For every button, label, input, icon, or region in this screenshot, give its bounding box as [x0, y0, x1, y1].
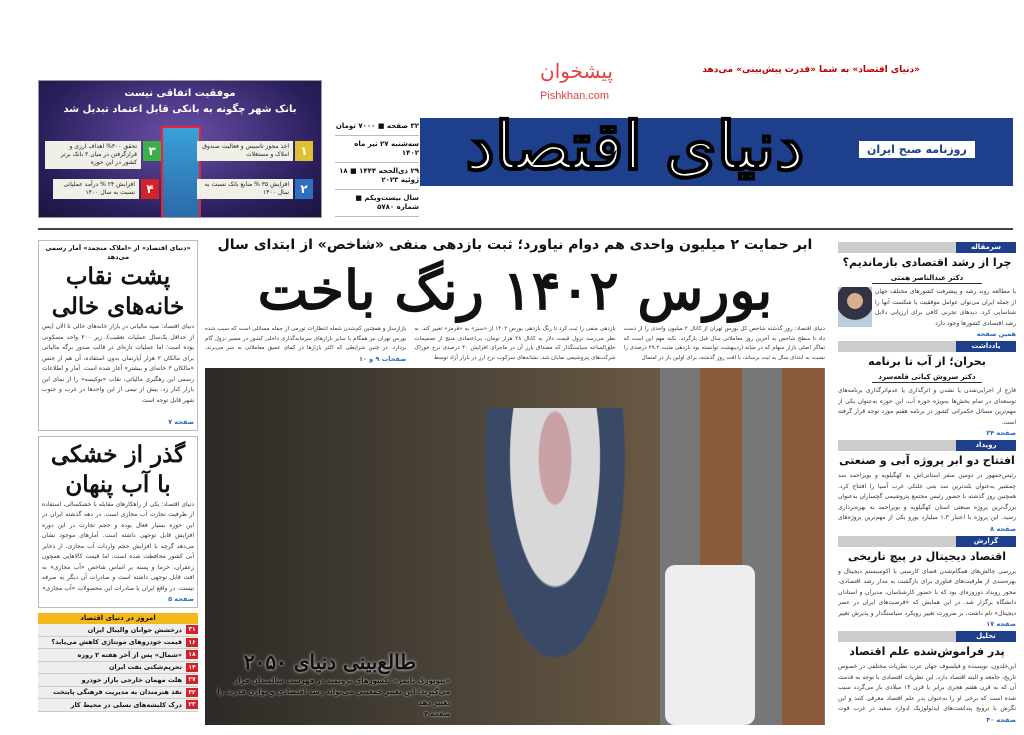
ad-item-1: ۱ اخذ مجوز تاسیس و فعالیت صندوق املاک و مستغلات — [197, 141, 313, 161]
story-body: دنیای اقتصاد: یکی از راهکارهای مقابله با خشکسالی، استفاده از ظرفیت تجارت آب مجازی است. در دهه گذشته ایران در این حوزه بسیار فعال بوده و حجم تجارت در این دوره افزایش قابل توجهی داشته است. آمارهای موجود نشان می‌دهد گرچه با افزایش حجم واردات آب مجازی، از ذخایر آبی کشور محافظت شده است، اما قیمت کالاهایی همچون زعفران، خرما و پسته بر اساس شاخص «آب مجازی» به افت قابل توجهی داشته است و صادرات آن دیگر به صرفه نیست. در واقع ایران با صادرات این محصولات «آب مجازی» — [42, 500, 194, 592]
today-in-paper — [38, 613, 198, 712]
story-title: بحران؛ از آب تا برنامه — [868, 355, 986, 368]
masthead-subtitle: روزنامه صبح ایران — [858, 140, 976, 159]
today-item[interactable]: ۲۳ درک کلیشه‌های نسلی در محیط کار — [38, 699, 198, 712]
section-label: تحلیل — [838, 631, 1016, 642]
center-column — [205, 236, 825, 725]
pages-price: ۳۲ صفحه ■ ۷۰۰۰ تومان — [335, 118, 419, 136]
bank-tower-image — [161, 126, 201, 218]
main-kicker: ابر حمایت ۲ میلیون واحدی هم دوام نیاورد؛ ثبت بازدهی منفی «شاخص» از ابتدای سال — [217, 237, 813, 253]
lead-col: بازدهی منفی را ثبت کرد تا رنگ بازدهی بورس ۱۴۰۲ از «سبز» به «قرمز» تغییر کند. به نظر می‌رسد نزول قیمت دلار به کانال ۴۸ هزار تومان، بی‌اعتمادی منتج از تصمیمات خلق‌الساعه سیاستگذار که مصداق بارز آن در ماجرای افزایش ۴۰ درصدی نرخ خوراک شرکت‌های پتروشیمی نمایان شد، نشانه‌های سرکوب نرخ ارز در بازار آزاد توسط — [414, 326, 616, 361]
date-hijri-gregorian: ۲۹ ذی‌الحجه ۱۴۴۴ ■ ۱۸ ژوئیه ۲۰۲۳ — [335, 163, 419, 190]
story-author: دکتر عبدالناصر همتی — [872, 273, 982, 284]
ad-item-2: ۲ افزایش ۳۵ % منابع بانک نسبت به سال ۱۴۰۰ — [197, 179, 313, 199]
bank-shahr-advertisement[interactable] — [38, 80, 322, 218]
today-item[interactable]: ۱۴ تحریم‌شکنی نفت ایران — [38, 662, 198, 675]
story-title: پشت نقاب خانه‌های خالی — [51, 263, 185, 320]
today-item[interactable]: ۳۱ درخشش جوانان والیبال ایران — [38, 624, 198, 637]
today-item[interactable]: ۱۸ «شمال» پس از آخر هفته ۲ روزه — [38, 649, 198, 662]
left-column — [38, 240, 198, 712]
page-ref[interactable]: صفحه ۴ — [424, 710, 450, 718]
issue-number: سال بیست‌ویکم ■ شماره ۵۷۸۰ — [335, 190, 419, 217]
main-photo — [205, 368, 825, 726]
photo-elderly-woman — [485, 408, 625, 658]
section-label: سرمقاله — [838, 242, 1016, 253]
ad-item-4: ۴ افزایش ۲۴ % درآمد عملیاتی نسبت به سال ۱۴۰۰ — [53, 179, 159, 199]
story-title: پدر فراموش‌شده علم اقتصاد — [849, 645, 1005, 658]
story-title: گذر از خشکی با آب پنهان — [50, 440, 186, 498]
right-column — [838, 242, 1016, 727]
right-story[interactable] — [838, 536, 1016, 630]
story-body: بررسی چالش‌های همگام‌شدن فضای کارستی با اکوسیستم دیجیتال و بهره‌مندی از ظرفیت‌های فناوری برای بازگشت به مدار رشد اقتصادی، محور رویداد دوروزه‌ای بود که با حضور کارشناسان، مدیران و استادان دانشگاه برگزار شد. در این همایش که «فرصت‌های ایران در عصر دیجیتال» نام داشت، بر ضرورت تغییر رویکرد سیاستگذار و پذیرش تغییر — [838, 567, 1016, 617]
page-ref[interactable]: صفحه ۳۰ — [986, 715, 1016, 724]
photo-description: «نیویورک تایمز»: کشورهای ثروتمند در فهرست سالمندان قرار می‌گیرند؛ این تغییر جمعیتی می‌تواند رشد اقتصادی و توازن قدرت را تغییر دهد — [217, 677, 450, 707]
page-ref[interactable]: صفحه ۱۷ — [986, 620, 1016, 628]
date-persian: سه‌شنبه ۲۷ تیر ماه ۱۴۰۲ — [335, 136, 419, 163]
story-body: دنیای اقتصاد: صید مالیاتی در بازار خانه‌های خالی تا الان (پس از حداقل یک‌سال عملیات تعقیب)، زیر ۳۰۰ واحد مسکونی بوده است؛ اما عملیات تازه‌ای در قالب صدور برگه مالیاتی برای مالکان ۲ هزار آپارتمان بدون استفاده، آن هم از جنس «مالکان ۳ خانه‌ای و بیشتر» آغاز شده است. آمار و اطلاعات رسمی این رهگیری مالیاتی، نقاب «نوکیسه» را از نمای این بازار کنار زد. بیش از نیمی از این واحدها در غرب و جنوب شهر قابل توجه است — [42, 323, 194, 404]
ad-subtitle: بانک شهر چگونه به بانکی قابل اعتماد تبدیل شد — [63, 104, 297, 115]
story-body: ابن‌خلدون، نویسنده و فیلسوف جهان عرب نظریات مختلفی در خصوص تاریخ، جامعه و البته اقتصاد دارد. این نظریات اقتصادی با توجه به قدمت آن که به قرن هفتم هجری برابر با قرن ۱۴ میلادی باز می‌گردد سبب شده است که برخی او را به‌عنوان پدر علم اقتصاد معرفی کنند و این نگرش با ترویج پنداشت‌های ایدئولوژیک ادوارد سعید در غرب قوت — [838, 663, 1016, 712]
section-label: رویداد — [838, 440, 1016, 451]
section-label: یادداشت — [838, 341, 1016, 352]
page-ref[interactable]: صفحات ۹ و ۱۰ — [358, 354, 407, 363]
story-title: افتتاح دو ابر پروژه آبی و صنعتی — [839, 454, 1015, 467]
page-ref[interactable]: صفحه ۵ — [168, 595, 194, 603]
right-story[interactable] — [838, 242, 1016, 339]
pishkhan-url-watermark: Pishkhan.com — [540, 90, 610, 102]
pishkhan-watermark: پیشخوان — [540, 59, 613, 83]
ad-item-3: ۳ تحقق ۳۰۰% اهداف ارزی و قرارگرفتن در میان ۳ بانک برتر کشور در این حوزه — [45, 141, 161, 169]
right-story[interactable] — [838, 631, 1016, 725]
story-author: دکتر سروش کیانی قلعه‌سرد — [872, 372, 982, 383]
story-body: با مطالعه روند رشد و پیشرفت کشورهای مختلف جهان از جمله ایران می‌توان عوامل موفقیت یا شکست آنها را شناسایی کرد. دیدهای تجربی کافی برای ارزیابی دلایل رشد اقتصادی کشورها وجود دارد — [875, 288, 1016, 327]
lead-col: بازارساز و همچنین کم‌شدن شعله انتظارات تورمی از جمله مسائلی است که سبب شده بورس تهران نیز همگام با سایر بازارهای سرمایه‌گذاری داخلی کشور در مسیر نزول گام بردارد. در چنین شرایطی که اکثر بازارها در کمای عمیق معاملاتی به سر می‌برند، — [205, 326, 407, 351]
ad-title: موفقیت اتفاقی نیست — [124, 88, 236, 99]
right-story[interactable] — [838, 440, 1016, 534]
right-story[interactable] — [838, 341, 1016, 438]
page-ref[interactable]: صفحه ۲۴ — [986, 429, 1016, 437]
page-ref[interactable]: صفحه ۷ — [168, 417, 194, 426]
main-headline[interactable]: بورس ۱۴۰۲ رنگ باخت — [257, 258, 773, 322]
today-item[interactable]: ۳۲ نقد هنرمندان به مدیریت فرهنگی پایتخت — [38, 687, 198, 700]
story-body: فارغ از اجرایی‌شدن یا نشدن و اثرگذاری یا عدم‌اثرگذاری برنامه‌های توسعه‌ای در تمام بخش‌ها به‌ویژه حوزه آب، این حوزه به‌عنوان یکی از مهم‌ترین مسائل حکمرانی کشور در برنامه هفتم مورد توجه قرار گرفته است. — [838, 387, 1016, 426]
lead-col: دنیای اقتصاد: روز گذشته شاخص کل بورس تهران از کانال ۲ میلیون واحدی را از دست داد تا سطح شاخص به آخرین روز معاملاتی سال قبل بازگردد. نکته مهم این است که تماگر اصلی بازار سهام که در میانه اردیبهشت توانسته بود بازدهی مثبت ۲۹.۲ درصدی را نسبت به ابتدای سال به ثبت برساند، با افت روز گذشته، برای اولین بار در امسال — [623, 326, 825, 361]
photo-title[interactable]: طالع‌بینی دنیای ۲۰۵۰ — [243, 650, 417, 674]
today-item[interactable]: ۲۷ هلت مهمان خارجی بازار خودرو — [38, 674, 198, 687]
masthead-slogan: «دنیای اقتصاد» به شما «قدرت پیش‌بینی» می‌دهد — [702, 65, 920, 75]
story-virtual-water[interactable] — [38, 436, 198, 609]
masthead-divider — [38, 228, 1013, 230]
story-title: چرا از رشد اقتصادی بازماندیم؟ — [842, 256, 1012, 269]
section-label: گزارش — [838, 536, 1016, 547]
story-kicker: «دنیای اقتصاد» از «املاک منجمد» آمار رسمی می‌دهد — [45, 244, 191, 261]
story-title: اقتصاد دیجیتال در پیچ تاریخی — [847, 549, 1007, 563]
issue-info — [335, 118, 419, 217]
today-title: امروز در دنیای اقتصاد — [38, 613, 198, 624]
author-photo — [838, 287, 872, 327]
newspaper-logo: دنیای اقتصاد — [465, 107, 805, 185]
main-lead — [205, 325, 825, 364]
photo-shopping-bag — [665, 565, 755, 725]
story-body: رئیس‌جمهور در دومین سفر استانی‌اش به کهگیلویه و بویراحمد سد چمشیر به‌عنوان بلندترین سد بتنی غلتکی غرب آسیا را افتتاح کرد. همچنین روز گذشته با حضور رئیس مجتمع پتروشیمی گچساران به‌عنوان بزرگ‌ترین پروژه صنعتی استان کهگیلویه و بویراحمد به بهره‌برداری رسید. این پروژه با اعتبار ۱.۳ میلیارد یورو یکی از مهم‌ترین پروژه‌های — [838, 472, 1016, 521]
page-ref[interactable]: صفحه ۸ — [990, 524, 1016, 533]
photo-caption — [210, 648, 450, 719]
today-item[interactable]: ۱۶ قیمت خودروهای مونتاژی کاهش می‌یابد؟ — [38, 637, 198, 650]
page-ref[interactable]: همین صفحه — [976, 330, 1016, 338]
story-empty-houses[interactable] — [38, 240, 198, 431]
